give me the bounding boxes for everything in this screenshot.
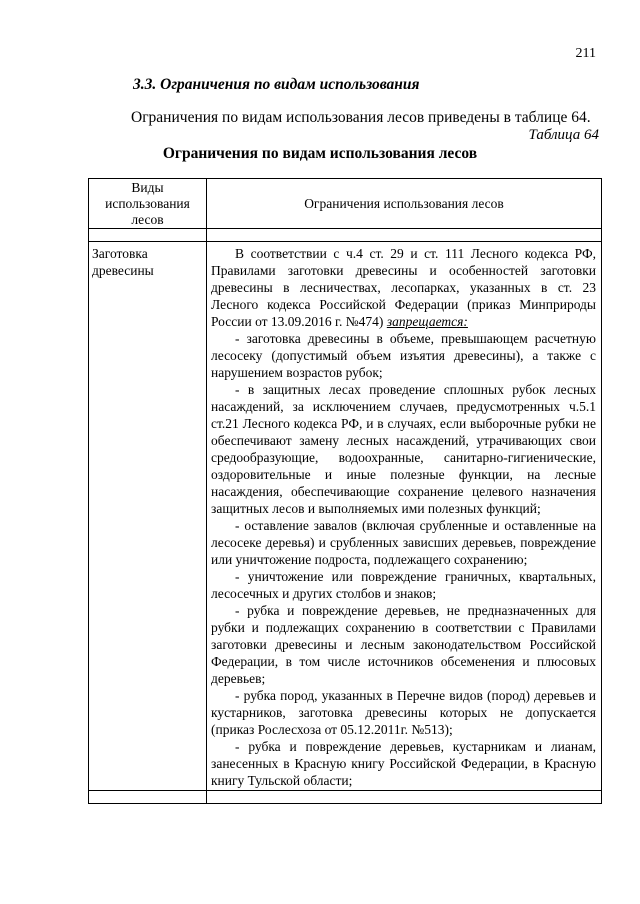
header-activity: Виды использования лесов xyxy=(89,179,207,229)
section-heading: 3.3. Ограничения по видам использования xyxy=(133,76,420,93)
restrictions-table xyxy=(88,178,602,804)
intro-paragraph: Ограничения по видам использования лесов приведены в таблице 64. xyxy=(131,109,591,126)
restriction-item: - оставление завалов (включая срубленные и оставленные на лесосеке деревья) и срубленных зависших деревьев, повреждение или уничтожение подроста, подлежащего сохранению; xyxy=(211,518,596,567)
restriction-item: - рубка и повреждение деревьев, не предназначенных для рубки и подлежащих сохранению в соответствии с Правилами заготовки древесины и лесным законодательством Российской Федерации, в том числе источников обсеменения и плюсовых деревьев; xyxy=(211,603,596,686)
table-header-row xyxy=(89,179,602,229)
restriction-item: - уничтожение или повреждение граничных, квартальных, лесосечных и других столбов и знаков; xyxy=(211,569,596,601)
table-footer-row xyxy=(89,791,602,804)
restrictions-intro: В соответствии с ч.4 ст. 29 и ст. 111 Лесного кодекса РФ, Правилами заготовки древесины и особенностей заготовки древесины в лесничествах, лесопарках, указанных в ст. 23 Лесного кодекса Российской Федерации (приказ Минприроды России от 13.09.2016 г. №474) запрещается: xyxy=(211,246,596,329)
restriction-item: - заготовка древесины в объеме, превышающем расчетную лесосеку (допустимый объем изъятия древесины), а также с нарушением возрастов рубок; xyxy=(211,331,596,380)
table-label: Таблица 64 xyxy=(528,127,599,143)
restriction-item: - в защитных лесах проведение сплошных рубок лесных насаждений, за исключением случаев, предусмотренных ч.5.1 ст.21 Лесного кодекса РФ, и в случаях, если выборочные рубки не обеспечивают замену лесных насаждений, утрачивающих свои средообразующие, водоохранные, санитарно-гигиенические, оздоровительные и иные полезные функции, на лесные насаждения, обеспечивающие сохранение целевого назначения защитных лесов и выполняемых ими полезных функций; xyxy=(211,382,596,516)
restrictions-cell xyxy=(207,242,602,791)
activity-cell: Заготовка древесины xyxy=(89,242,207,791)
page-number: 211 xyxy=(575,46,596,61)
restriction-item: - рубка и повреждение деревьев, кустарникам и лианам, занесенных в Красную книгу Российской Федерации, в Красную книгу Тульской области; xyxy=(211,739,596,788)
restriction-item: - рубка пород, указанных в Перечне видов (пород) деревьев и кустарников, заготовка древесины которых не допускается (приказ Рослесхоза от 05.12.2011г. №513); xyxy=(211,688,596,737)
table-title: Ограничения по видам использования лесов xyxy=(162,145,478,162)
table-spacer-row xyxy=(89,229,602,242)
prohibited-label: запрещается: xyxy=(386,314,468,329)
header-restrictions: Ограничения использования лесов xyxy=(207,179,602,229)
table-row xyxy=(89,242,602,791)
